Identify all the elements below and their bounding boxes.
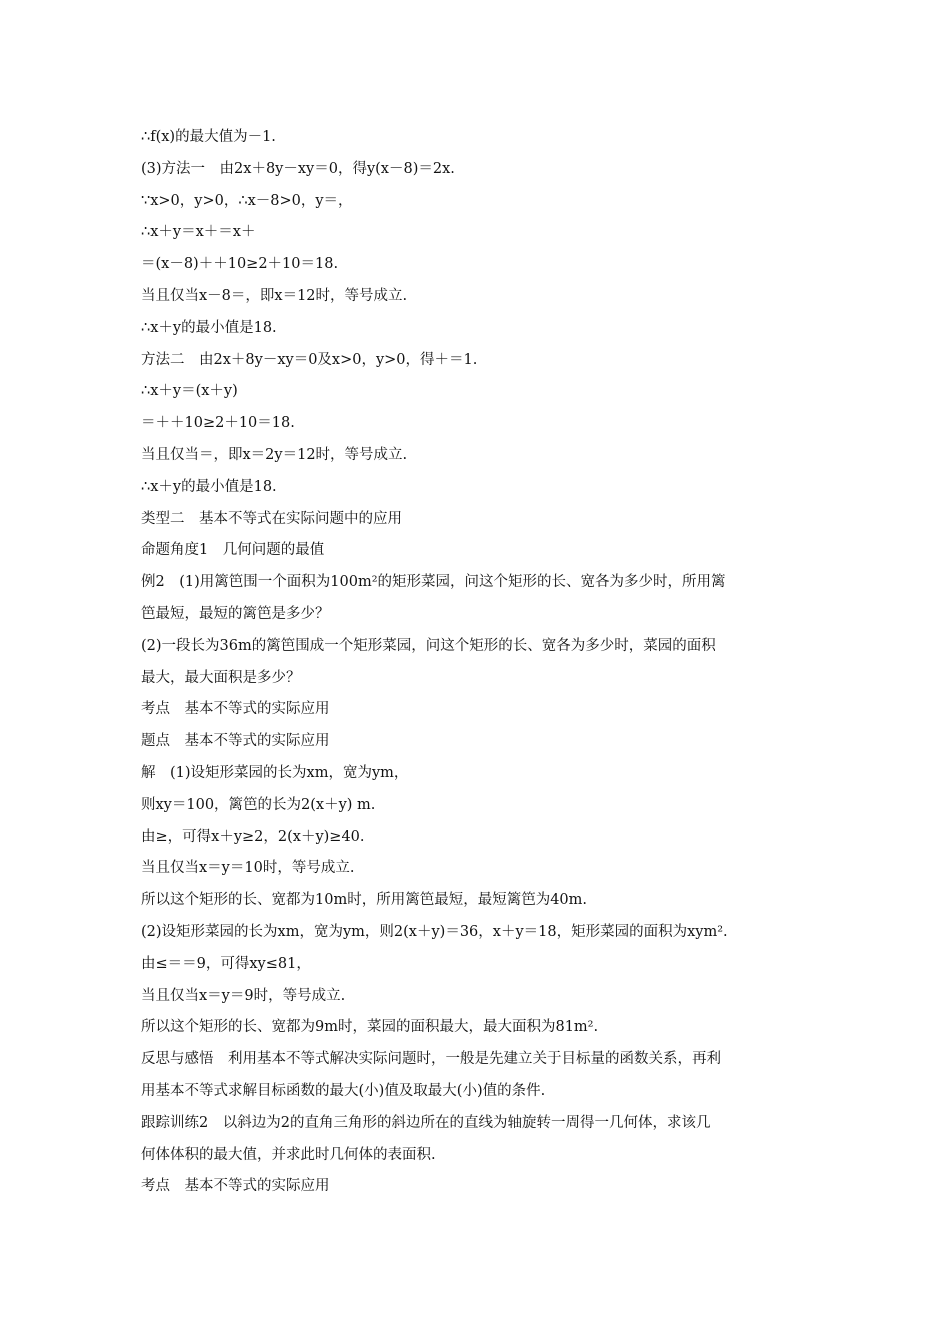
subsection-heading: 命题角度1 几何问题的最值 bbox=[141, 542, 325, 559]
text-line: ∴x＋y的最小值是18. bbox=[141, 478, 277, 495]
solution-text: 由≥，可得x＋y≥2，2(x＋y)≥40. bbox=[141, 828, 365, 845]
text-line: (3)方法一 由2x＋8y－xy＝0，得y(x－8)＝2x. bbox=[141, 160, 455, 177]
text-line: ∴x＋y＝(x＋y) bbox=[141, 383, 238, 400]
solution-text: 所以这个矩形的长、宽都为10m时，所用篱笆最短，最短篱笆为40m. bbox=[141, 892, 588, 909]
example-text: 最大，最大面积是多少？ bbox=[141, 669, 301, 686]
solution-text: 则xy＝100，篱笆的长为2(x＋y) m. bbox=[141, 796, 376, 813]
exercise-text: 跟踪训练2 以斜边为2的直角三角形的斜边所在的直线为轴旋转一周得一几何体，求该几 bbox=[141, 1114, 711, 1131]
text-line: 当且仅当＝，即x＝2y＝12时，等号成立. bbox=[141, 446, 408, 463]
text-line: 方法二 由2x＋8y－xy＝0及x>0，y>0，得＋＝1. bbox=[141, 351, 478, 368]
text-line: 当且仅当x－8＝，即x＝12时，等号成立. bbox=[141, 287, 408, 304]
example-text: (2)一段长为36m的篱笆围成一个矩形菜园，问这个矩形的长、宽各为多少时，菜园的面积 bbox=[141, 637, 716, 654]
solution-text: 解 (1)设矩形菜园的长为xm，宽为ym， bbox=[141, 764, 409, 781]
text-line: ＝(x－8)＋＋10≥2＋10＝18. bbox=[141, 256, 339, 273]
topic-label: 考点 基本不等式的实际应用 bbox=[141, 1178, 330, 1195]
solution-text: 当且仅当x＝y＝10时，等号成立. bbox=[141, 860, 355, 877]
solution-text: 所以这个矩形的长、宽都为9m时，菜园的面积最大，最大面积为81m². bbox=[141, 1019, 599, 1036]
reflection-text: 用基本不等式求解目标函数的最大(小)值及取最大(小)值的条件. bbox=[141, 1082, 546, 1099]
text-line: ∴x＋y＝x＋＝x＋ bbox=[141, 224, 256, 241]
text-line: ＝＋＋10≥2＋10＝18. bbox=[141, 415, 295, 432]
reflection-text: 反思与感悟 利用基本不等式解决实际问题时，一般是先建立关于目标量的函数关系，再利 bbox=[141, 1051, 721, 1068]
document-body bbox=[141, 122, 821, 1203]
solution-text: (2)设矩形菜园的长为xm，宽为ym，则2(x＋y)＝36，x＋y＝18，矩形菜园的面积为xym². bbox=[141, 923, 728, 940]
example-text: 笆最短，最短的篱笆是多少？ bbox=[141, 605, 330, 622]
text-line: ∵x>0，y>0，∴x－8>0，y＝， bbox=[141, 192, 353, 209]
text-line: ∴f(x)的最大值为－1. bbox=[141, 129, 276, 145]
example-text: 例2 (1)用篱笆围一个面积为100m²的矩形菜园，问这个矩形的长、宽各为多少时，所用篱 bbox=[141, 574, 726, 591]
exercise-text: 何体体积的最大值，并求此时几何体的表面积. bbox=[141, 1146, 436, 1163]
topic-label: 题点 基本不等式的实际应用 bbox=[141, 733, 330, 750]
solution-text: 由≤＝＝9，可得xy≤81， bbox=[141, 955, 311, 972]
topic-label: 考点 基本不等式的实际应用 bbox=[141, 701, 330, 718]
solution-text: 当且仅当x＝y＝9时，等号成立. bbox=[141, 987, 346, 1004]
section-heading: 类型二 基本不等式在实际问题中的应用 bbox=[141, 510, 402, 527]
text-line: ∴x＋y的最小值是18. bbox=[141, 319, 277, 336]
